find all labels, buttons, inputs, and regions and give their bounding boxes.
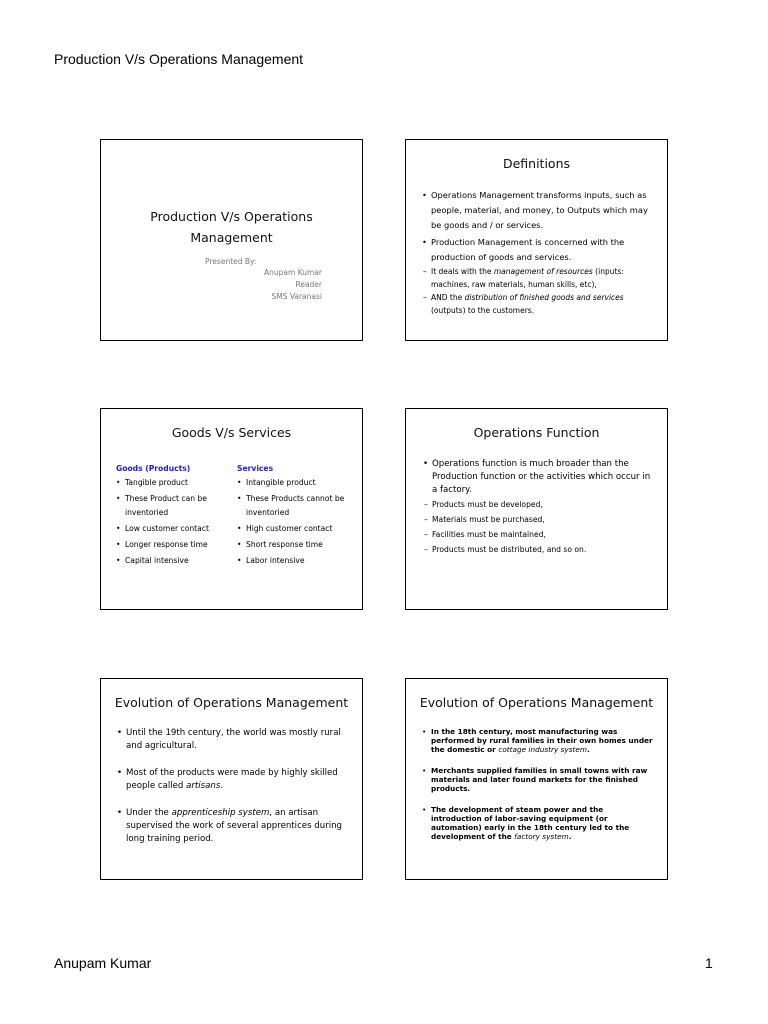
- goods-column: [116, 461, 231, 570]
- slide-title: Definitions: [502, 156, 571, 171]
- presenter-org: SMS Varanasi: [271, 292, 322, 301]
- slide-operations-function: [405, 408, 668, 610]
- services-item: • Labor intensive: [246, 554, 355, 568]
- goods-list: [116, 476, 231, 568]
- goods-item: • Tangible product: [125, 476, 231, 490]
- bullet-text: Production Management is concerned with the production of goods and services.: [431, 237, 625, 262]
- services-list: [237, 476, 355, 568]
- slide-title: Goods V/s Services: [171, 425, 292, 440]
- services-item: • High customer contact: [246, 522, 355, 536]
- bullet-text-italic: cottage industry system: [498, 745, 588, 754]
- bullet-item: • Operations Management transforms inputs, such as people, material, and money, to Outputs which may be goods and / or services.: [431, 188, 653, 233]
- slide-definitions: [405, 139, 668, 341]
- sub-text-italic: management of resources: [493, 267, 593, 276]
- bullet-list: [126, 727, 350, 860]
- presenter-info: [264, 267, 322, 303]
- goods-item: • Low customer contact: [125, 522, 231, 536]
- bullet-text: , an artisan supervised the work of several apprentices during long training period.: [126, 808, 343, 844]
- bullet-text: Operations function is much broader than the Production function or the activities which occur in a factory.: [432, 459, 651, 495]
- slide-goods-vs-services: [100, 408, 363, 610]
- bullet-text-italic: factory system: [514, 832, 569, 841]
- bullet-text: In the 18th century, most manufacturing was performed by rural families in their own homes under the domestic or: [431, 727, 653, 754]
- slide-title: Evolution of Operations Management: [114, 695, 349, 710]
- slide-title: Evolution of Operations Management: [419, 695, 654, 710]
- goods-heading: Goods (Products): [116, 464, 191, 473]
- sub-item: – Products must be distributed, and so on.: [432, 542, 657, 557]
- title-line-1: Production V/s Operations: [150, 209, 313, 224]
- bullet-text: .: [568, 832, 572, 841]
- bullet-item: [431, 235, 653, 317]
- title-line-2: Management: [190, 230, 273, 245]
- bullet-item: [126, 807, 350, 846]
- services-heading: Services: [237, 464, 274, 473]
- sub-item: – Products must be developed,: [432, 497, 657, 512]
- slide-title-page: [100, 139, 363, 341]
- bullet-text: Under the: [126, 808, 172, 818]
- bullet-text: .: [587, 745, 590, 754]
- page-header: Production V/s Operations Management: [54, 51, 304, 67]
- bullet-text-italic: apprenticeship system: [171, 808, 270, 818]
- bullet-item: • Until the 19th century, the world was mostly rural and agricultural.: [126, 727, 350, 753]
- sub-text: (outputs) to the customers.: [431, 306, 535, 315]
- services-column: [237, 461, 355, 570]
- goods-item: • These Product can be inventoried: [125, 492, 231, 520]
- slide-evolution-2: [405, 678, 668, 880]
- footer-author: Anupam Kumar: [54, 955, 152, 971]
- bullet-text-italic: artisans: [186, 781, 221, 791]
- bullet-list: [432, 458, 657, 557]
- sub-list: [432, 497, 657, 557]
- presenter-role: Reader: [295, 280, 322, 289]
- services-item: • Short response time: [246, 538, 355, 552]
- sub-item: [431, 291, 653, 317]
- bullet-text: The development of steam power and the introduction of labor-saving equipment (or automation) early in the 18th century led to the development of the: [431, 805, 630, 841]
- bullet-text: Most of the products were made by highly skilled people called: [126, 768, 338, 791]
- sub-text: AND the: [431, 293, 465, 302]
- goods-item: • Capital intensive: [125, 554, 231, 568]
- bullet-item: • Merchants supplied families in small towns with raw materials and later found markets for the finished products.: [431, 766, 653, 793]
- bullet-list: [431, 188, 653, 319]
- bullet-item: [126, 767, 350, 793]
- sub-text: It deals with the: [431, 267, 494, 276]
- sub-list: [431, 265, 653, 317]
- slide-main-title: [101, 206, 362, 248]
- presenter-name: Anupam Kumar: [264, 268, 322, 277]
- bullet-item: [431, 805, 653, 841]
- slide-title: Operations Function: [473, 425, 600, 440]
- sub-item: – Facilities must be maintained,: [432, 527, 657, 542]
- slide-evolution-1: [100, 678, 363, 880]
- sub-item: – Materials must be purchased,: [432, 512, 657, 527]
- sub-text-italic: distribution of finished goods and services: [464, 293, 624, 302]
- goods-item: • Longer response time: [125, 538, 231, 552]
- bullet-text: .: [220, 781, 224, 791]
- services-item: • These Products cannot be inventoried: [246, 492, 355, 520]
- services-item: • Intangible product: [246, 476, 355, 490]
- bullet-item: [431, 727, 653, 754]
- sub-text: (inputs: machines, raw materials, human skills, etc),: [431, 267, 624, 289]
- bullet-list: [431, 727, 653, 853]
- bullet-item: [432, 458, 657, 557]
- presented-by-label: Presented By:: [205, 257, 257, 266]
- page-number: 1: [705, 955, 713, 971]
- sub-item: [431, 265, 653, 291]
